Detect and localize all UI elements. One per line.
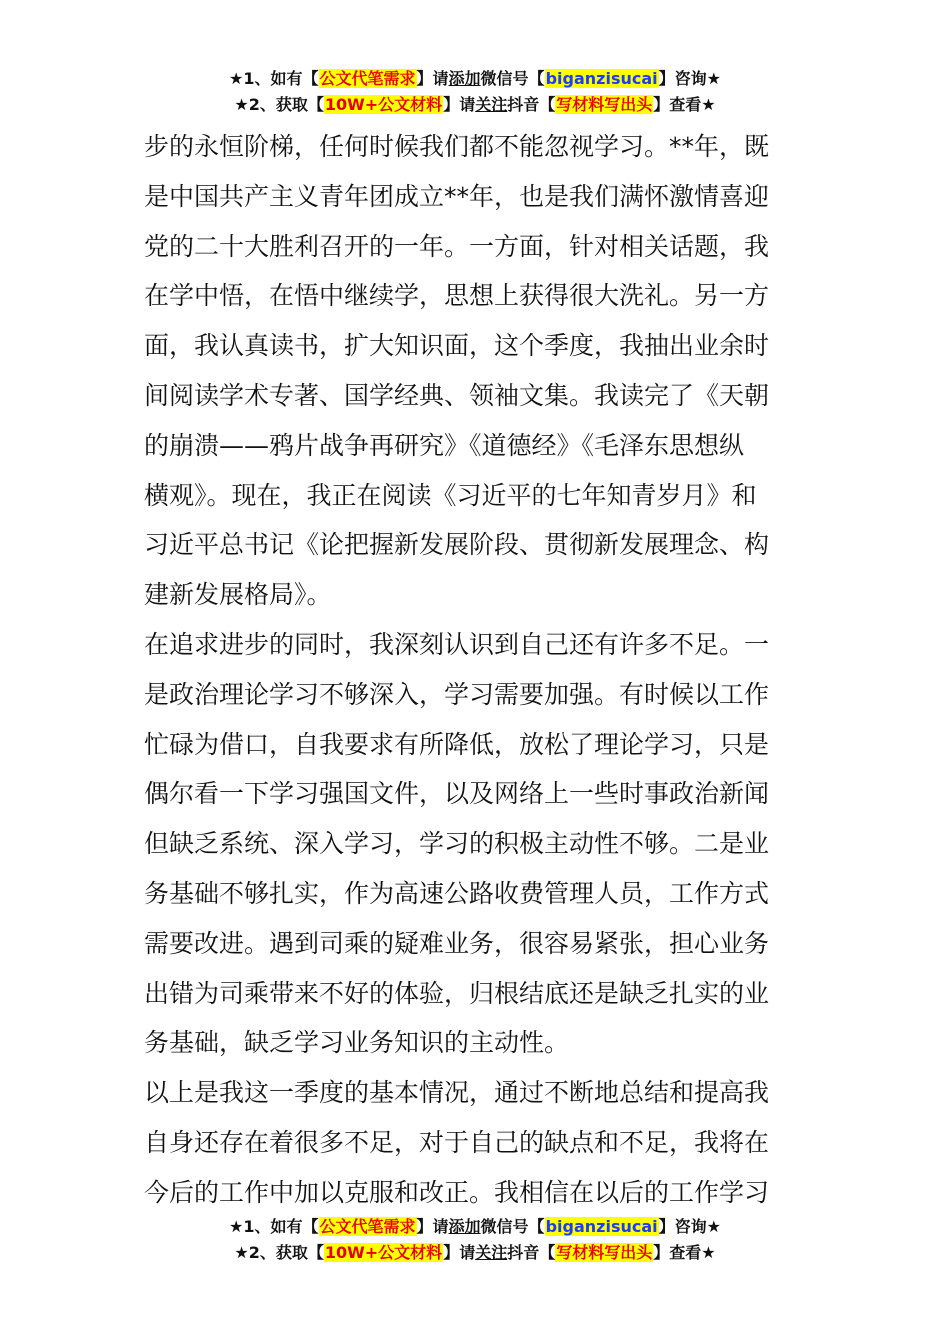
banner-text: 抖音【	[507, 1243, 556, 1262]
highlight-service: 公文代笔需求	[319, 1217, 416, 1236]
highlight-wechat-id: biganzisucai	[545, 69, 658, 88]
banner-text: ★2、获取【	[234, 95, 324, 114]
highlight-materials: 10W+公文材料	[324, 1243, 443, 1262]
banner-underlined-text: 关注	[475, 1243, 508, 1262]
highlight-douyin-account: 写材料写出头	[556, 1243, 653, 1262]
banner-text: 】咨询★	[658, 1217, 721, 1236]
banner-text: 】请	[416, 1217, 449, 1236]
text-line: 需要改进。遇到司乘的疑难业务，很容易紧张，担心业务	[144, 928, 770, 958]
paragraph-2	[144, 620, 808, 1068]
text-line: 偶尔看一下学习强国文件，以及网络上一些时事政治新闻	[144, 779, 770, 809]
text-line: 今后的工作中加以克服和改正。我相信在以后的工作学习	[144, 1177, 770, 1207]
highlight-materials: 10W+公文材料	[324, 95, 443, 114]
footer-line-2	[0, 1240, 950, 1266]
text-line: 横观》。现在，我正在阅读《习近平的七年知青岁月》和	[144, 480, 757, 510]
banner-underlined-text: 添加	[448, 69, 481, 88]
text-line: 面，我认真读书，扩大知识面，这个季度，我抽出业余时	[144, 331, 770, 361]
text-line: 间阅读学术专著、国学经典、领袖文集。我读完了《天朝	[144, 380, 770, 410]
header-banner	[0, 66, 950, 118]
banner-underlined-text: 关注	[475, 95, 508, 114]
document-body	[144, 122, 808, 1218]
banner-text: 】请	[443, 1243, 476, 1262]
banner-text: ★2、获取【	[234, 1243, 324, 1262]
text-line: 党的二十大胜利召开的一年。一方面，针对相关话题，我	[144, 231, 770, 261]
banner-text: 抖音【	[507, 95, 556, 114]
paragraph-3	[144, 1068, 808, 1217]
highlight-wechat-id: biganzisucai	[545, 1217, 658, 1236]
banner-text: ★1、如有【	[229, 69, 319, 88]
paragraph-1	[144, 122, 808, 620]
text-line: 在追求进步的同时，我深刻认识到自己还有许多不足。一	[144, 629, 770, 659]
banner-text: 】请	[416, 69, 449, 88]
text-line: 是中国共产主义青年团成立**年，也是我们满怀激情喜迎	[144, 181, 770, 211]
text-line: 但缺乏系统、深入学习，学习的积极主动性不够。二是业	[144, 829, 770, 859]
header-line-2	[0, 92, 950, 118]
banner-text: ★1、如有【	[229, 1217, 319, 1236]
highlight-douyin-account: 写材料写出头	[556, 95, 653, 114]
text-line: 以上是我这一季度的基本情况，通过不断地总结和提高我	[144, 1078, 770, 1108]
highlight-service: 公文代笔需求	[319, 69, 416, 88]
banner-text: 】查看★	[653, 95, 716, 114]
text-line: 在学中悟，在悟中继续学，思想上获得很大洗礼。另一方	[144, 281, 770, 311]
banner-underlined-text: 添加	[448, 1217, 481, 1236]
text-line: 的崩溃——鸦片战争再研究》《道德经》《毛泽东思想纵	[144, 430, 745, 460]
footer-banner	[0, 1214, 950, 1266]
text-line: 务基础，缺乏学习业务知识的主动性。	[144, 1028, 570, 1058]
header-line-1	[0, 66, 950, 92]
banner-text: 】请	[443, 95, 476, 114]
text-line: 自身还存在着很多不足，对于自己的缺点和不足，我将在	[144, 1127, 770, 1157]
banner-text: 微信号【	[480, 69, 545, 88]
text-line: 建新发展格局》。	[144, 580, 332, 610]
banner-text: 】查看★	[653, 1243, 716, 1262]
text-line: 步的永恒阶梯，任何时候我们都不能忽视学习。**年，既	[144, 132, 770, 161]
footer-line-1	[0, 1214, 950, 1240]
text-line: 忙碌为借口，自我要求有所降低，放松了理论学习，只是	[144, 729, 770, 759]
banner-text: 微信号【	[480, 1217, 545, 1236]
text-line: 出错为司乘带来不好的体验，归根结底还是缺乏扎实的业	[144, 978, 770, 1008]
text-line: 是政治理论学习不够深入，学习需要加强。有时候以工作	[144, 679, 770, 709]
text-line: 习近平总书记《论把握新发展阶段、贯彻新发展理念、构	[144, 530, 770, 560]
text-line: 务基础不够扎实，作为高速公路收费管理人员，工作方式	[144, 878, 770, 908]
banner-text: 】咨询★	[658, 69, 721, 88]
